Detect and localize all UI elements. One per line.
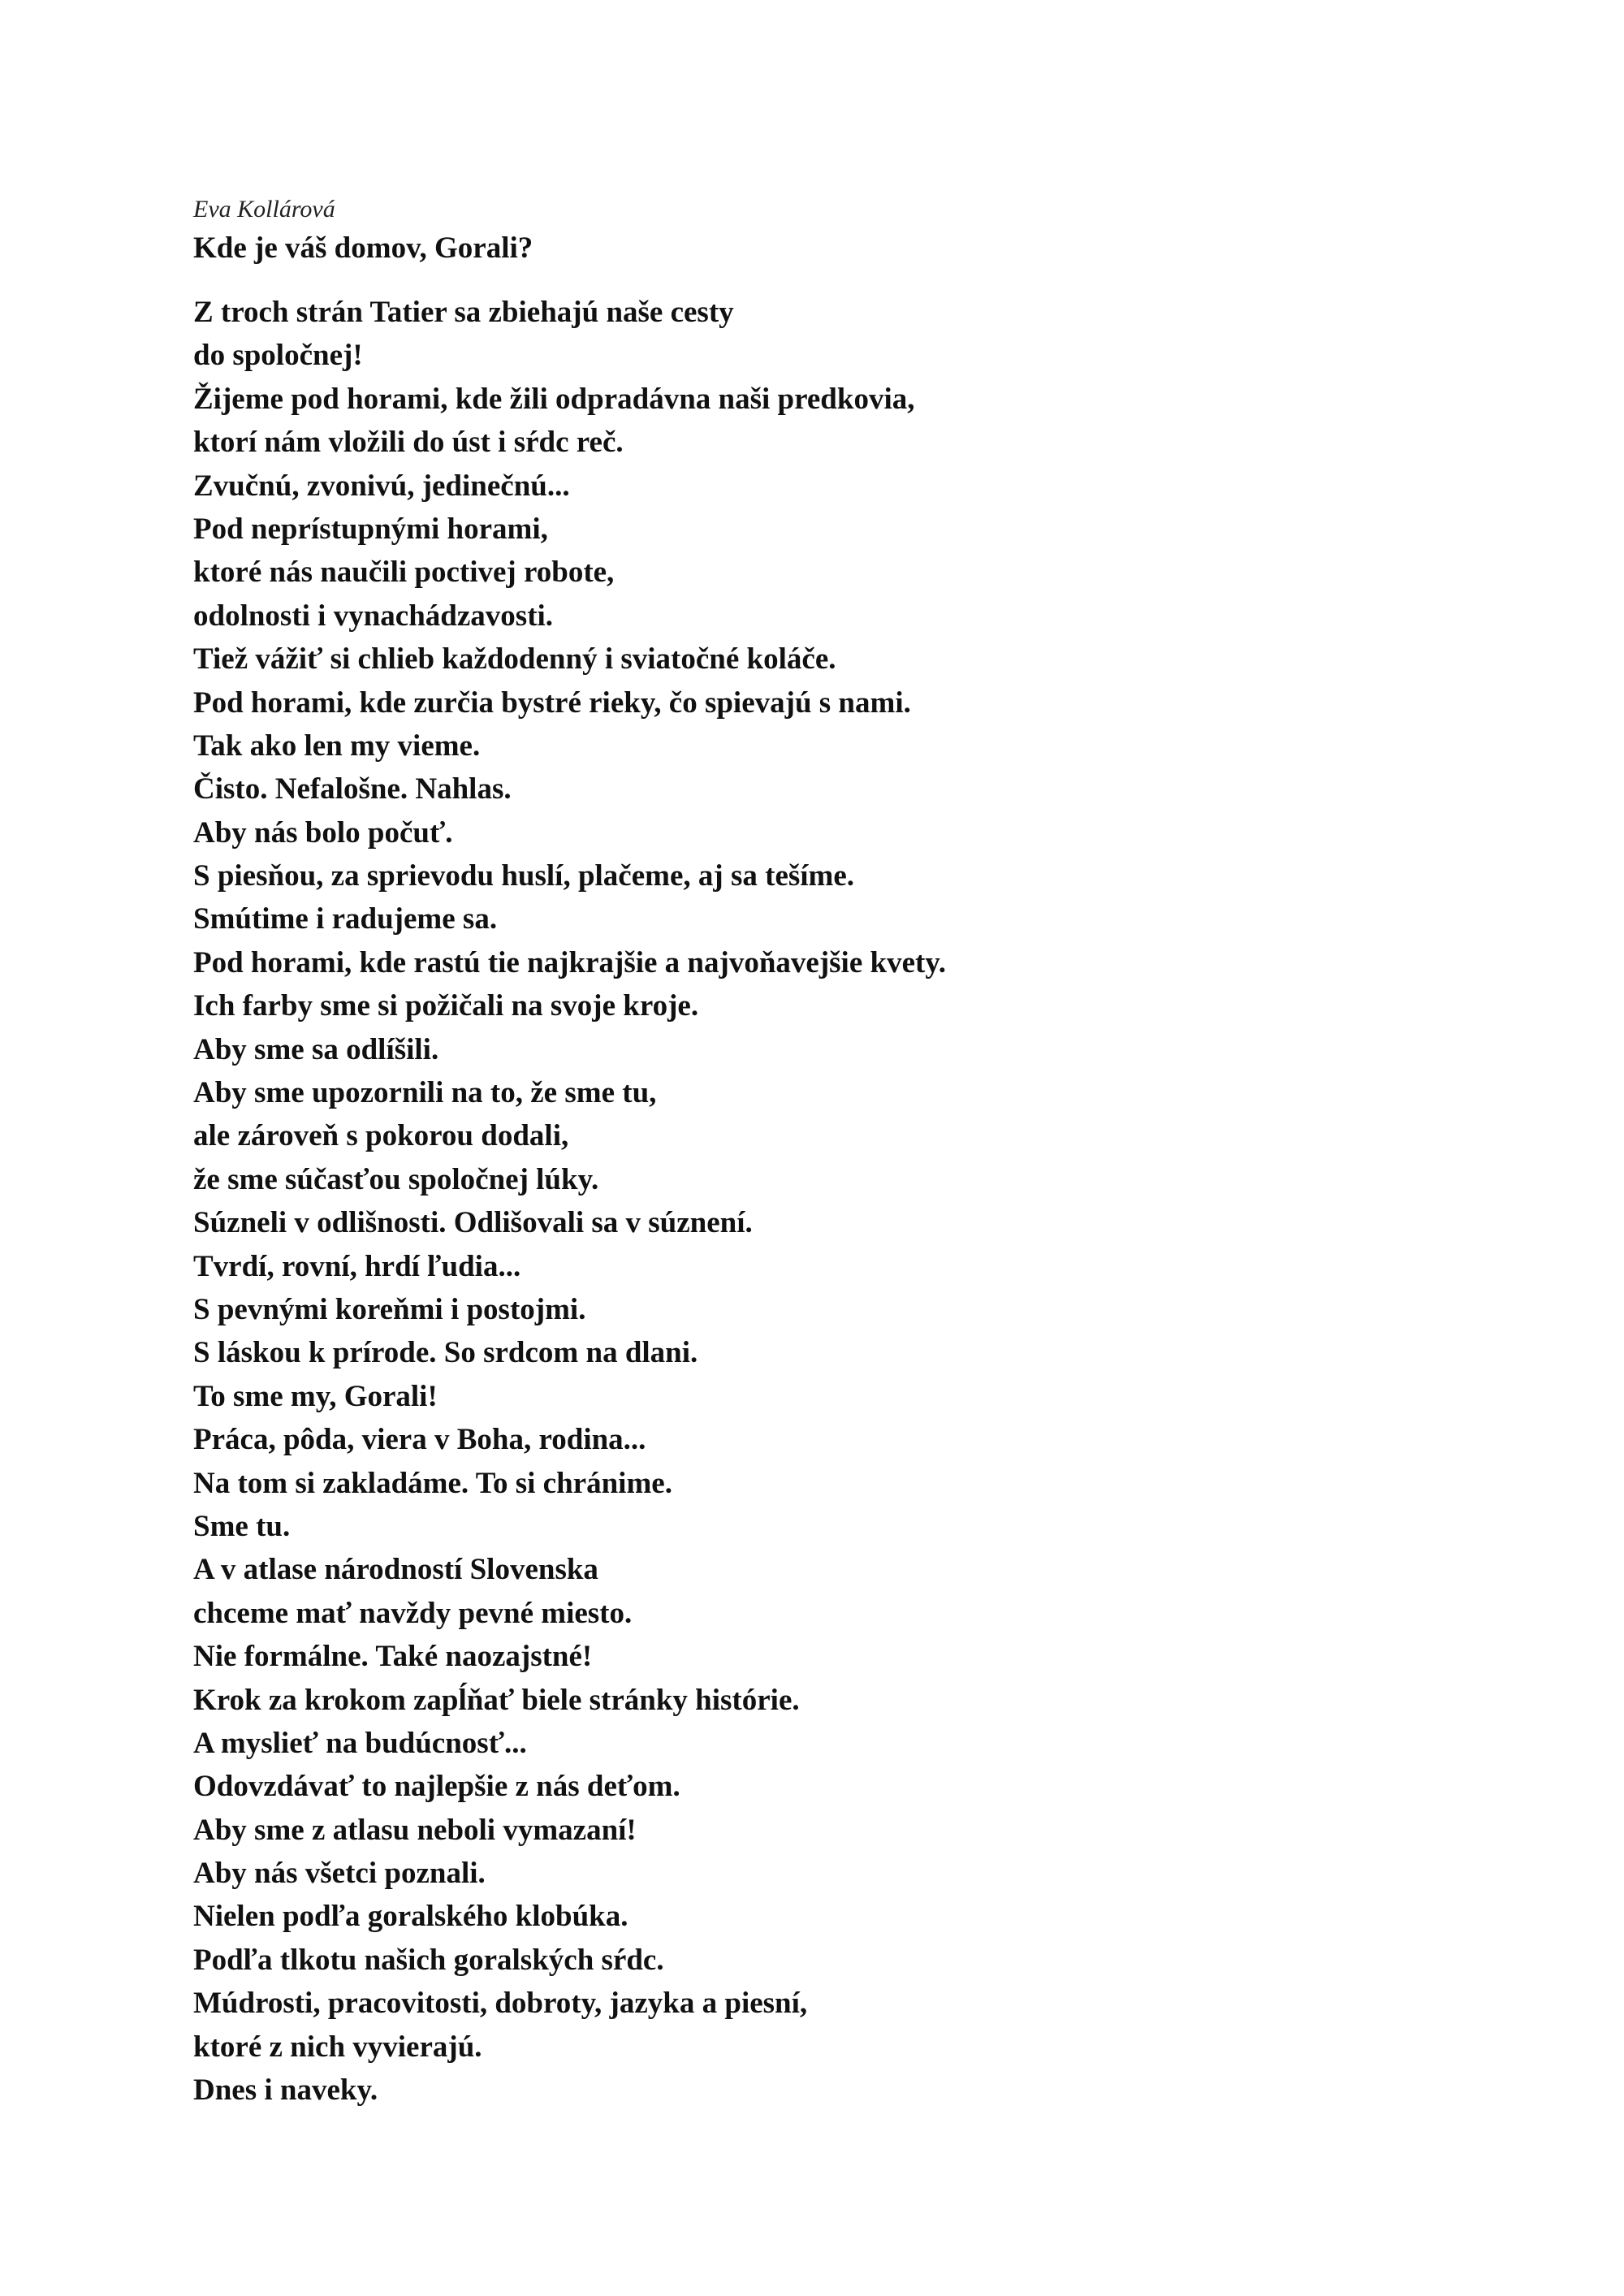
poem-line: Aby sme upozornili na to, že sme tu, [193,1076,657,1110]
poem-line: S piesňou, za sprievodu huslí, plačeme, aj sa tešíme. [193,859,855,893]
poem-body [193,291,946,2112]
poem-line: Z troch strán Tatier sa zbiehajú naše cesty [193,296,734,329]
poem-line: Zvučnú, zvonivú, jedinečnú... [193,469,570,503]
poem-line: Súzneli v odlišnosti. Odlišovali sa v súznení. [193,1206,753,1240]
poem-line: Na tom si zakladáme. To si chránime. [193,1466,672,1500]
poem-line: Žijeme pod horami, kde žili odpradávna naši predkovia, [193,382,915,416]
poem-line: Práca, pôda, viera v Boha, rodina... [193,1423,646,1457]
poem-line: A myslieť na budúcnosť... [193,1726,527,1760]
author-name: Eva Kollárová [193,196,335,223]
poem-line: Tvrdí, rovní, hrdí ľudia... [193,1249,521,1283]
poem-line: do spoločnej! [193,339,363,373]
poem-line: Nielen podľa goralského klobúka. [193,1900,628,1934]
poem-line: ktoré nás naučili poctivej robote, [193,556,615,590]
poem-line: S láskou k prírode. So srdcom na dlani. [193,1336,698,1370]
poem-line: Pod neprístupnými horami, [193,512,548,546]
poem-line: chceme mať navždy pevné miesto. [193,1596,633,1630]
poem-title: Kde je váš domov, Gorali? [193,231,533,265]
poem-line: Ich farby sme si požičali na svoje kroje. [193,989,699,1023]
poem-line: Sme tu. [193,1509,291,1543]
poem-line: Nie formálne. Také naozajstné! [193,1640,593,1674]
poem-line: ale zároveň s pokorou dodali, [193,1119,569,1153]
poem-line: Pod horami, kde rastú tie najkrajšie a najvoňavejšie kvety. [193,945,947,979]
poem-line: To sme my, Gorali! [193,1379,438,1413]
poem-line: A v atlase národností Slovenska [193,1553,598,1587]
poem-line: Smútime i radujeme sa. [193,902,498,936]
poem-line: Pod horami, kde zurčia bystré rieky, čo spievajú s nami. [193,685,911,720]
poem-line: ktorí nám vložili do úst i sŕdc reč. [193,426,624,460]
poem-line: Aby nás bolo počuť. [193,815,453,850]
poem-line: Odovzdávať to najlepšie z nás deťom. [193,1770,680,1804]
poem-line: Podľa tlkotu našich goralských sŕdc. [193,1943,664,1977]
poem-line: odolnosti i vynachádzavosti. [193,599,554,633]
poem-line: S pevnými koreňmi i postojmi. [193,1292,586,1326]
poem-line: že sme súčasťou spoločnej lúky. [193,1162,599,1196]
poem-line: Aby nás všetci poznali. [193,1857,486,1891]
poem-line: Tiež vážiť si chlieb každodenný i sviatočné koláče. [193,642,836,677]
poem-line: Tak ako len my vieme. [193,729,481,763]
poem-line: Dnes i naveky. [193,2073,378,2108]
poem-line: Aby sme sa odlíšili. [193,1032,439,1066]
poem-line: Aby sme z atlasu neboli vymazaní! [193,1813,637,1847]
poem-line: Krok za krokom zapĺňať biele stránky histórie. [193,1683,800,1717]
poem-line: Múdrosti, pracovitosti, dobroty, jazyka a piesní, [193,1987,808,2021]
poem-line: Čisto. Nefalošne. Nahlas. [193,772,512,806]
poem-line: ktoré z nich vyvierajú. [193,2030,482,2064]
